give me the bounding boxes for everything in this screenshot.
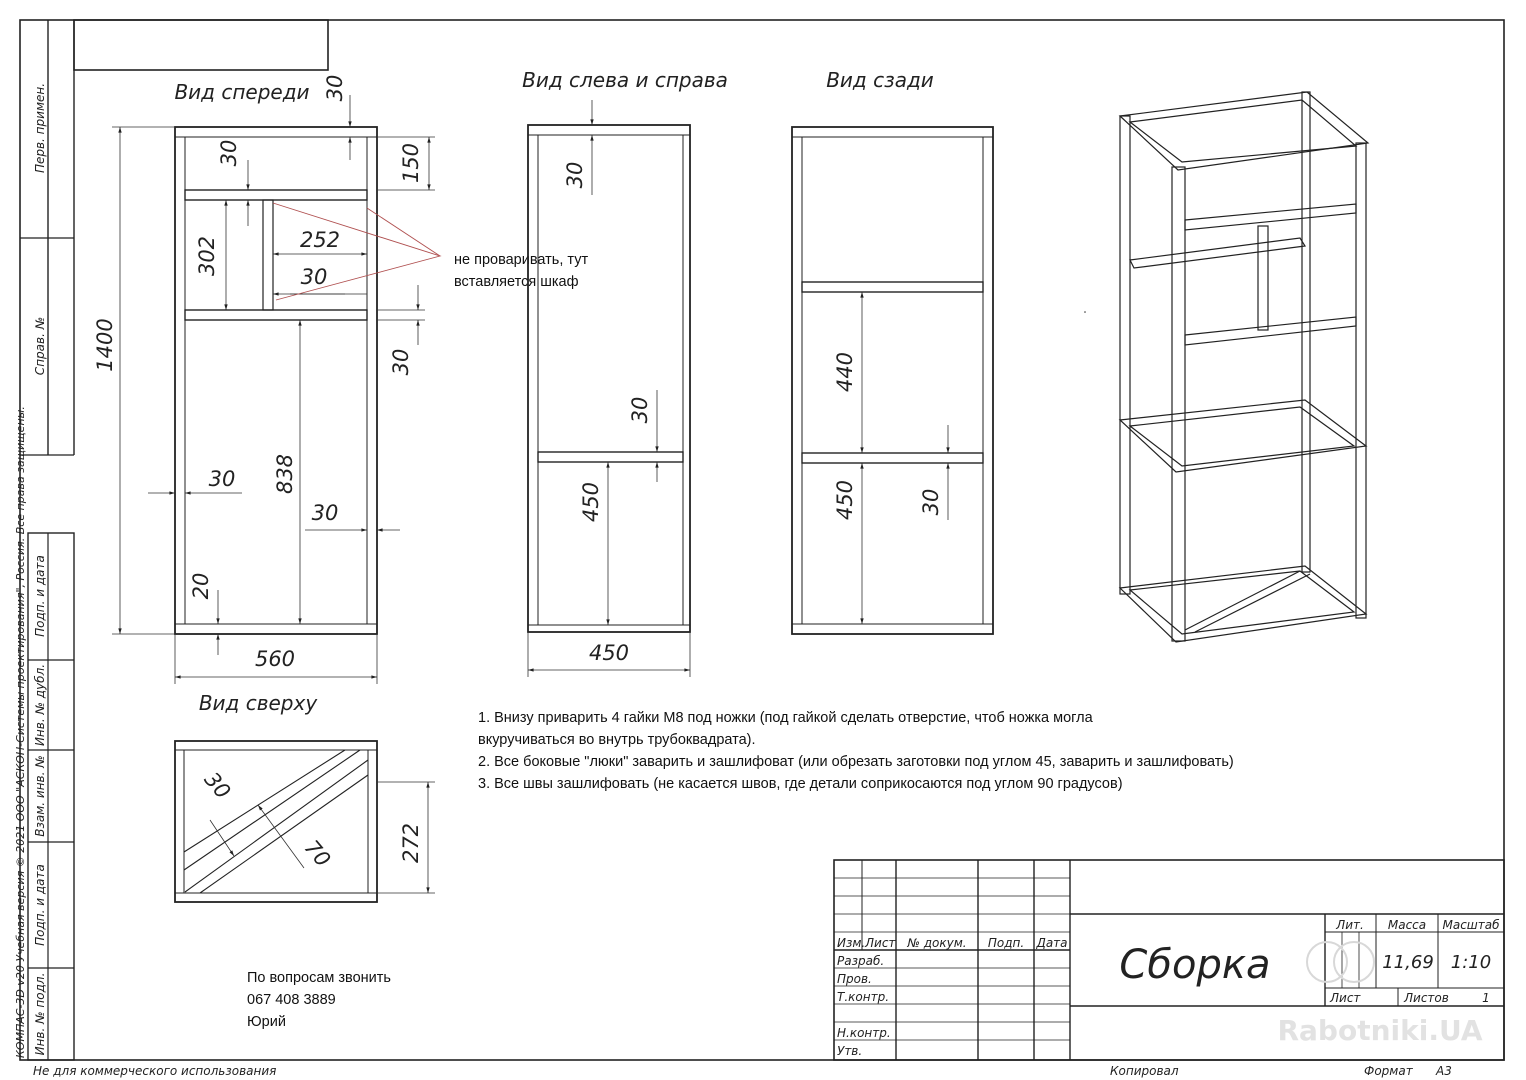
note-line-4: 3. Все швы зашлифовать (не касается швов, где детали соприкосаются под углом 90 градусов) <box>478 776 1123 792</box>
tb-podp: Подп. <box>987 936 1025 950</box>
dim-front-560: 560 <box>254 647 296 671</box>
dim-front-30-b: 30 <box>300 265 328 289</box>
dim-front-1400: 1400 <box>93 318 117 372</box>
dim-side-30-top: 30 <box>563 161 587 189</box>
dim-back-450: 450 <box>833 479 857 521</box>
stamp-inv-dubl: Инв. № дубл. <box>33 663 47 747</box>
tb-listov-value: 1 <box>1482 991 1490 1005</box>
note-line-2: вкуручиваться во внутрь трубоквадрата). <box>478 732 756 748</box>
back-view-label: Вид сзади <box>826 68 934 92</box>
dim-side-450-width: 450 <box>588 641 630 665</box>
callout-leaders <box>273 203 440 300</box>
front-view <box>175 127 377 634</box>
front-view-label: Вид спереди <box>174 80 310 104</box>
dim-front-30-top: 30 <box>323 74 347 102</box>
callout-text-line-2: вставляется шкаф <box>454 274 579 290</box>
stamp-perv-primen: Перв. примен. <box>33 82 47 174</box>
tb-data: Дата <box>1036 936 1068 950</box>
tb-lit: Лит. <box>1336 918 1364 932</box>
stamp-sprav: Справ. № <box>33 316 47 376</box>
dim-front-252: 252 <box>299 228 341 252</box>
dim-front-20: 20 <box>189 572 213 600</box>
contact-line-1: По вопросам звонить <box>247 970 391 986</box>
stamp-copyright: КОМПАС-3D v20 Учебная версия © 2021 ООО "АСКОН-Системы проектирования", Россия. Все права защищены. <box>14 406 27 1058</box>
tb-prov: Пров. <box>837 972 872 986</box>
top-view-label: Вид сверху <box>198 691 318 715</box>
tb-drawing-name: Сборка <box>1119 942 1271 988</box>
tb-dokum: № докум. <box>907 936 967 950</box>
dim-front-30-c: 30 <box>389 348 413 376</box>
top-view <box>175 741 435 902</box>
side-view <box>528 100 690 677</box>
stamp-vzam-inv: Взам. инв. № <box>33 755 47 837</box>
tb-format: Формат <box>1364 1064 1413 1078</box>
footer-note: Не для коммерческого использования <box>33 1064 277 1078</box>
tb-tkontr: Т.контр. <box>837 990 890 1004</box>
watermark-text: Rabotniki.UA <box>1277 1014 1483 1047</box>
contact-line-3: Юрий <box>247 1014 286 1030</box>
stamp-podp-data-2: Подп. и дата <box>33 864 47 946</box>
dim-top-70: 70 <box>299 835 336 872</box>
tb-list-label: Лист <box>1330 991 1361 1005</box>
tb-scale-value: 1:10 <box>1450 952 1492 973</box>
sheet-frame <box>20 20 1504 1060</box>
dim-front-150: 150 <box>399 142 423 184</box>
tb-list: Лист <box>865 936 896 950</box>
stray-dot <box>1084 311 1086 313</box>
dim-top-272: 272 <box>399 822 423 864</box>
note-line-1: 1. Внизу приварить 4 гайки М8 под ножки (под гайкой сделать отверстие, чтоб ножка могла <box>478 710 1093 726</box>
tb-massa: Масса <box>1387 918 1427 932</box>
tb-mass-value: 11,69 <box>1382 952 1434 973</box>
back-view <box>792 127 993 634</box>
tb-masshtab: Масштаб <box>1442 918 1500 932</box>
tb-listov-label: Листов <box>1404 991 1449 1005</box>
dim-front-30-left: 30 <box>208 467 236 491</box>
dim-side-30-mid: 30 <box>628 396 652 424</box>
front-dimensions <box>112 95 435 684</box>
dim-back-30: 30 <box>919 488 943 516</box>
tb-nkontr: Н.контр. <box>837 1026 891 1040</box>
tb-format-value: А3 <box>1436 1064 1452 1078</box>
tb-utv: Утв. <box>837 1044 863 1058</box>
watermark-logo <box>1307 942 1374 982</box>
dim-front-838: 838 <box>273 453 297 495</box>
side-view-label: Вид слева и справа <box>522 68 728 92</box>
tb-izm: Изм. <box>837 936 866 950</box>
dim-front-30-right: 30 <box>311 501 339 525</box>
dim-front-302: 302 <box>195 235 219 277</box>
note-line-3: 2. Все боковые "люки" заварить и зашлифоват (или обрезать заготовки под углом 45, заварить и зашлифовать) <box>478 754 1234 770</box>
isometric-view <box>1120 92 1368 642</box>
stamp-podp-data: Подп. и дата <box>33 555 47 637</box>
callout-text-line-1: не проваривать, тут <box>454 252 589 268</box>
dim-front-30-a: 30 <box>217 139 241 167</box>
dim-side-450: 450 <box>579 481 603 523</box>
tb-razrab: Разраб. <box>837 954 885 968</box>
dim-back-440: 440 <box>833 351 857 393</box>
contact-line-2: 067 408 3889 <box>247 992 336 1008</box>
stamp-inv-podl: Инв. № подл. <box>33 972 47 1056</box>
dim-top-30: 30 <box>199 767 236 804</box>
tb-kopiroval: Копировал <box>1110 1064 1179 1078</box>
